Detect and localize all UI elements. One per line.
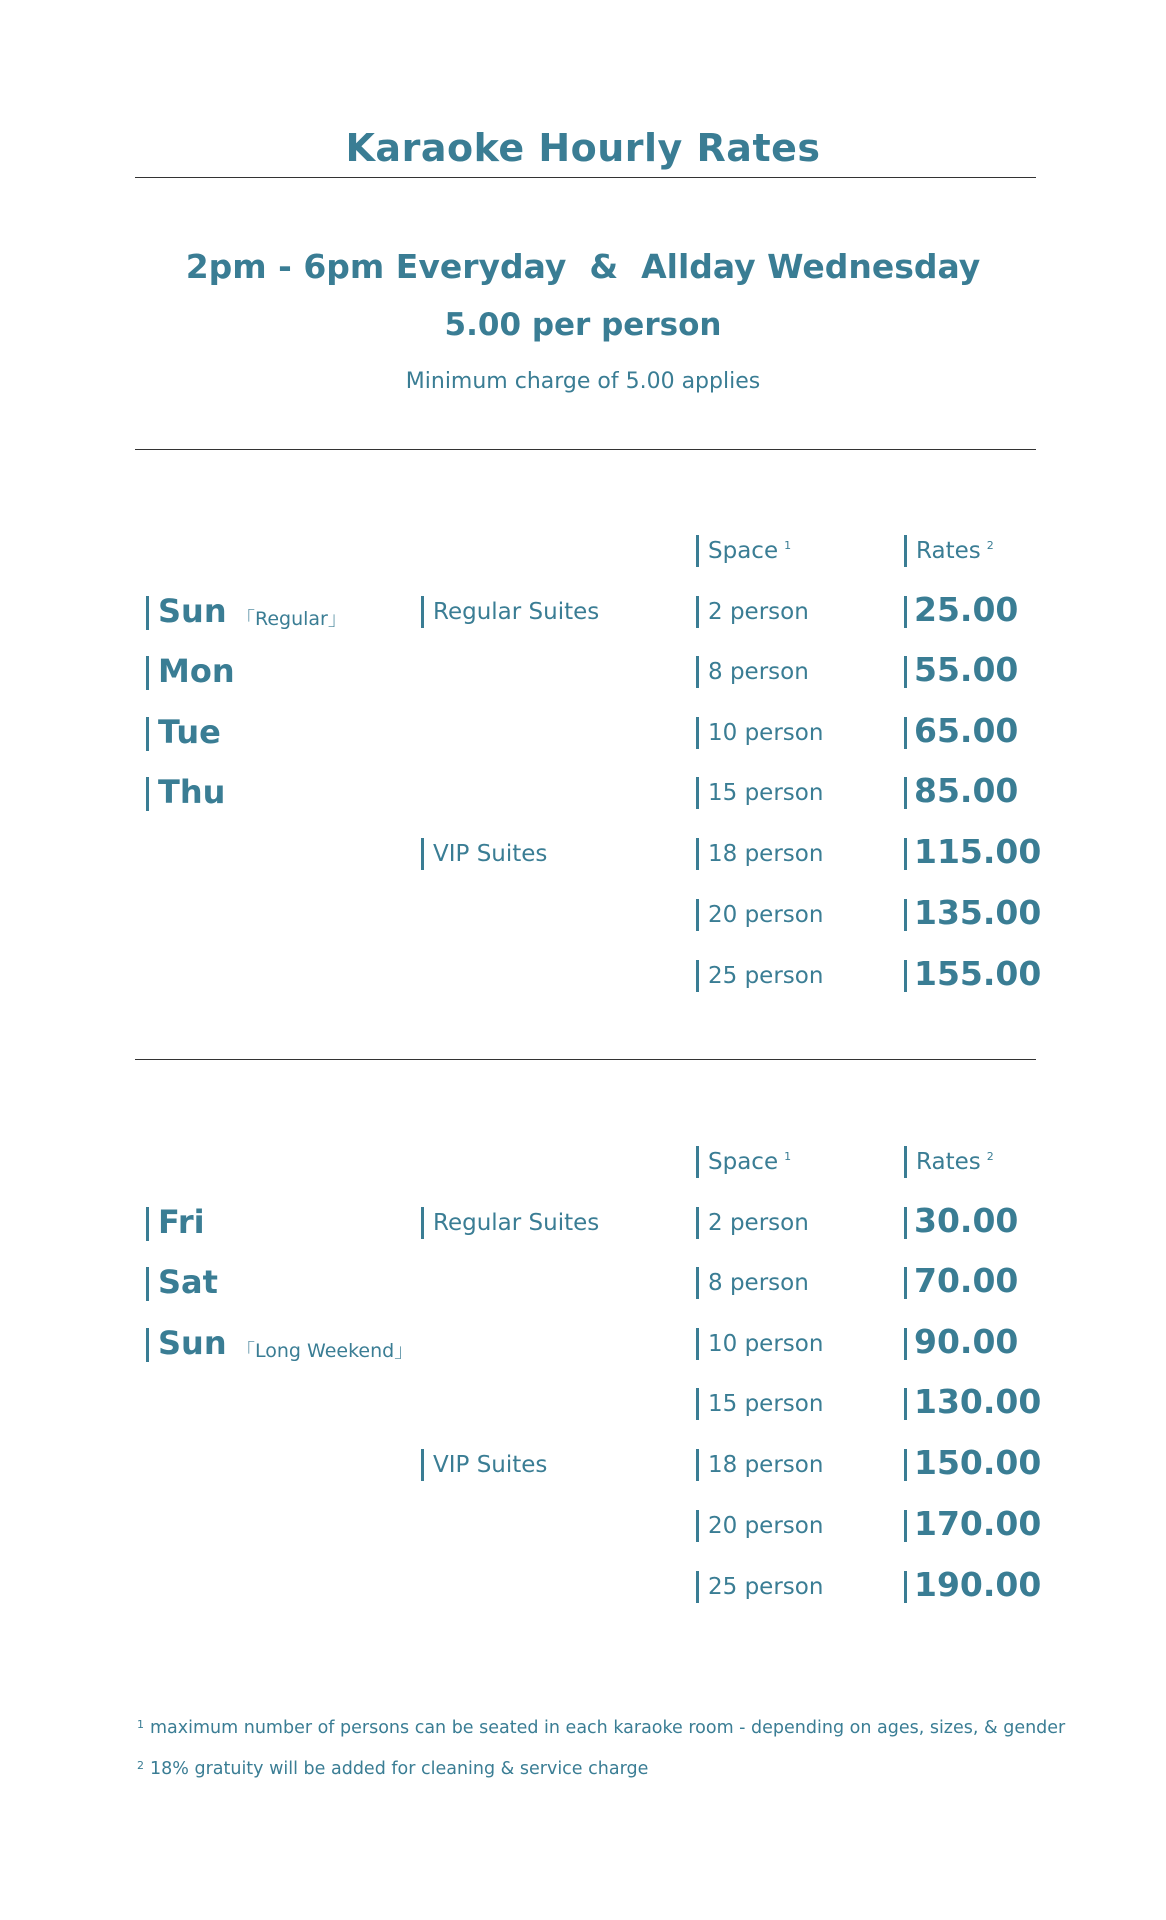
row-bar (696, 1449, 699, 1481)
rate-cell: 90.00 (914, 1322, 1019, 1361)
row-bar (696, 717, 699, 749)
day-bar (146, 717, 149, 751)
page-title: Karaoke Hourly Rates (345, 126, 821, 170)
footnote-1: $^1$ maximum number of persons can be seated in each karaoke room - depending on ages, sizes, & gender (137, 1718, 1066, 1738)
suite-bar (421, 838, 424, 870)
row-bar (904, 960, 907, 992)
space-column-header: Space $^1$ (708, 1149, 792, 1175)
space-cell: 18 person (708, 841, 824, 867)
space-cell: 20 person (708, 1513, 824, 1539)
row-bar (696, 1207, 699, 1239)
rate-cell: 65.00 (914, 711, 1019, 750)
space-cell: 15 person (708, 1391, 824, 1417)
day-bar (146, 1207, 149, 1241)
row-bar (696, 960, 699, 992)
day-note-long-weekend: 「Long Weekend」 (236, 1340, 414, 1362)
day-sat: Sat (158, 1263, 218, 1301)
rates-column-header: Rates $^2$ (916, 538, 994, 564)
row-bar (904, 1510, 907, 1542)
day-bar (146, 596, 149, 630)
space-cell: 10 person (708, 1331, 824, 1357)
title-divider (135, 177, 1036, 178)
row-bar (904, 717, 907, 749)
row-bar (904, 1449, 907, 1481)
section-divider (135, 1059, 1036, 1060)
rate-cell: 155.00 (914, 954, 1042, 993)
row-bar (696, 838, 699, 870)
footnote-2: $^2$ 18% gratuity will be added for cleaning & service charge (137, 1759, 649, 1779)
row-bar (696, 777, 699, 809)
space-cell: 8 person (708, 1270, 809, 1296)
rate-cell: 55.00 (914, 650, 1019, 689)
row-bar (904, 1388, 907, 1420)
rate-cell: 30.00 (914, 1201, 1019, 1240)
row-bar (904, 596, 907, 628)
promo-price: 5.00 per person (444, 307, 722, 343)
day-bar (146, 777, 149, 811)
suite-bar (421, 1207, 424, 1239)
suite-bar (421, 1449, 424, 1481)
space-cell: 2 person (708, 599, 809, 625)
row-bar (696, 1328, 699, 1360)
row-bar (696, 1267, 699, 1299)
day-thu: Thu (158, 773, 226, 811)
row-bar (904, 1207, 907, 1239)
column-bar (696, 1146, 699, 1178)
space-cell: 25 person (708, 1574, 824, 1600)
day-bar (146, 1328, 149, 1362)
section-divider (135, 449, 1036, 450)
space-column-header: Space $^1$ (708, 538, 792, 564)
rate-cell: 150.00 (914, 1443, 1042, 1482)
minimum-charge-note: Minimum charge of 5.00 applies (405, 369, 761, 394)
row-bar (696, 596, 699, 628)
regular-suites-label: Regular Suites (433, 1210, 600, 1236)
rate-cell: 85.00 (914, 771, 1019, 810)
day-sun: Sun (158, 1324, 227, 1362)
day-note-regular: 「Regular」 (236, 608, 347, 630)
row-bar (904, 899, 907, 931)
vip-suites-label: VIP Suites (433, 841, 548, 867)
rate-cell: 115.00 (914, 832, 1042, 871)
day-fri: Fri (158, 1203, 205, 1241)
rate-cell: 130.00 (914, 1382, 1042, 1421)
rate-cell: 25.00 (914, 590, 1019, 629)
space-cell: 8 person (708, 659, 809, 685)
space-cell: 20 person (708, 902, 824, 928)
row-bar (696, 656, 699, 688)
day-bar (146, 656, 149, 690)
promo-headline: 2pm - 6pm Everyday & Allday Wednesday (185, 247, 981, 286)
rate-cell: 190.00 (914, 1565, 1042, 1604)
space-cell: 25 person (708, 963, 824, 989)
row-bar (904, 777, 907, 809)
rate-cell: 70.00 (914, 1261, 1019, 1300)
row-bar (904, 1328, 907, 1360)
column-bar (904, 1146, 907, 1178)
row-bar (696, 1388, 699, 1420)
day-mon: Mon (158, 652, 235, 690)
day-tue: Tue (158, 713, 221, 751)
day-bar (146, 1267, 149, 1301)
space-cell: 18 person (708, 1452, 824, 1478)
rate-cell: 170.00 (914, 1504, 1042, 1543)
day-sun: Sun (158, 592, 227, 630)
rates-column-header: Rates $^2$ (916, 1149, 994, 1175)
row-bar (696, 1510, 699, 1542)
space-cell: 2 person (708, 1210, 809, 1236)
row-bar (696, 1571, 699, 1603)
regular-suites-label: Regular Suites (433, 599, 600, 625)
row-bar (696, 899, 699, 931)
suite-bar (421, 596, 424, 628)
space-cell: 10 person (708, 720, 824, 746)
row-bar (904, 656, 907, 688)
vip-suites-label: VIP Suites (433, 1452, 548, 1478)
row-bar (904, 1571, 907, 1603)
row-bar (904, 838, 907, 870)
column-bar (904, 535, 907, 567)
row-bar (904, 1267, 907, 1299)
column-bar (696, 535, 699, 567)
space-cell: 15 person (708, 780, 824, 806)
rate-cell: 135.00 (914, 893, 1042, 932)
